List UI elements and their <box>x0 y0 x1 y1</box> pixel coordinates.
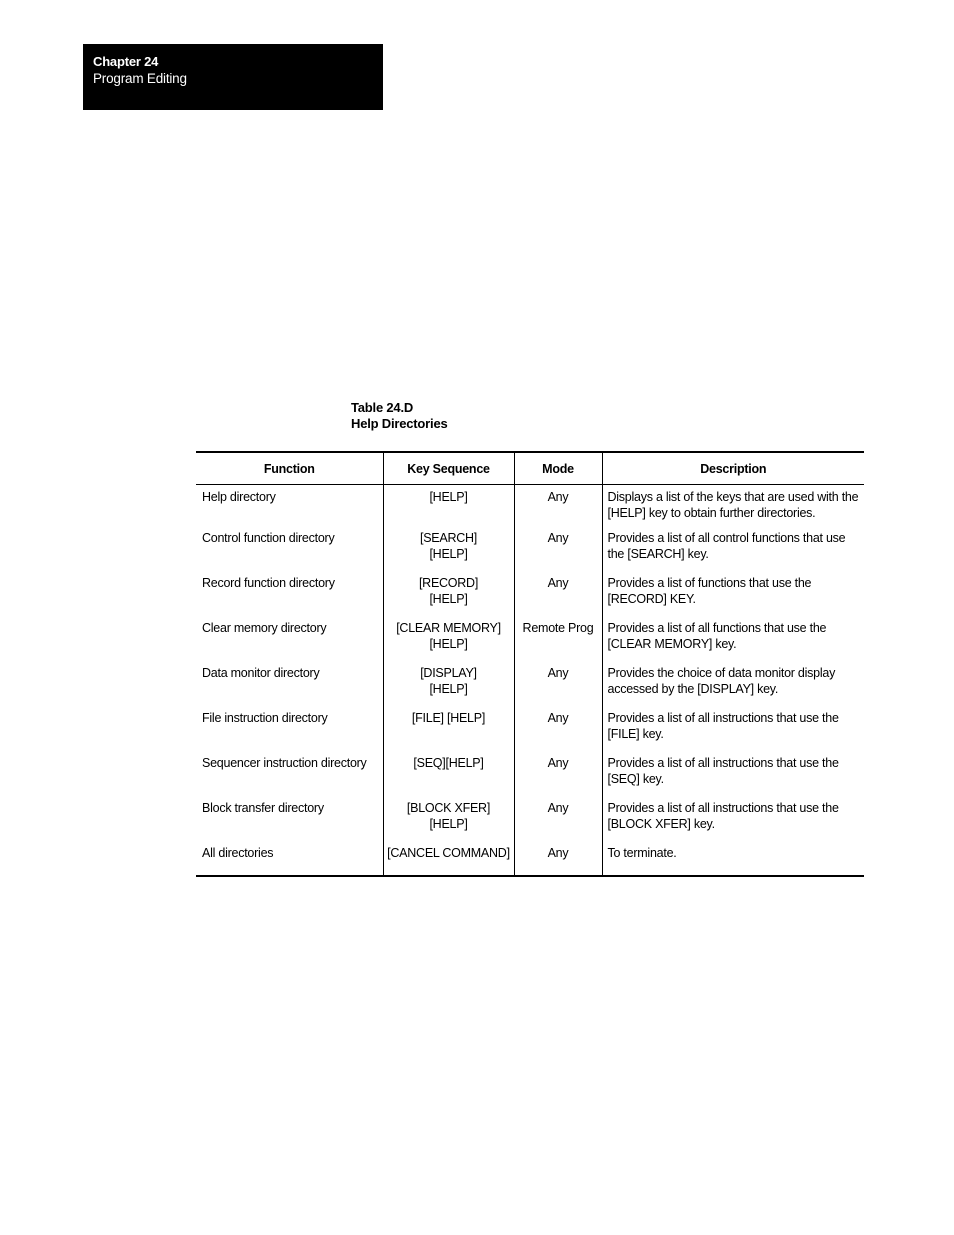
cell-description <box>602 800 864 845</box>
key-line: [RECORD] <box>418 576 479 590</box>
table-row <box>196 485 864 531</box>
key-line: [CLEAR MEMORY] <box>396 621 501 635</box>
cell-function: Help directory <box>196 485 383 531</box>
cell-key-sequence <box>383 800 514 845</box>
chapter-number: Chapter 24 <box>93 54 159 69</box>
cell-function: Record function directory <box>196 575 383 620</box>
column-header-mode: Mode <box>514 452 602 485</box>
cell-key-sequence <box>383 710 514 755</box>
desc-line: Provides a list of functions that use the <box>607 576 812 590</box>
cell-mode: Any <box>514 845 602 876</box>
key-line: [CANCEL COMMAND] <box>387 846 510 860</box>
table-caption <box>351 400 448 432</box>
key-line: [HELP] <box>429 817 468 831</box>
table-row <box>196 575 864 620</box>
cell-key-sequence <box>383 620 514 665</box>
key-line: [SEARCH] <box>419 531 478 545</box>
key-line: [HELP] <box>429 490 468 504</box>
column-header-key-sequence: Key Sequence <box>383 452 514 485</box>
cell-description <box>602 575 864 620</box>
table-row <box>196 755 864 800</box>
table-row <box>196 845 864 876</box>
table-number: Table 24.D <box>351 400 414 415</box>
desc-line: [CLEAR MEMORY] key. <box>607 637 737 651</box>
table-row <box>196 800 864 845</box>
help-directories-table <box>196 451 864 877</box>
desc-line: accessed by the [DISPLAY] key. <box>607 682 779 696</box>
cell-function: All directories <box>196 845 383 876</box>
cell-mode: Any <box>514 755 602 800</box>
cell-key-sequence <box>383 665 514 710</box>
table-title: Help Directories <box>351 416 448 431</box>
cell-function: Control function directory <box>196 530 383 575</box>
column-header-description: Description <box>602 452 864 485</box>
cell-description <box>602 845 864 876</box>
desc-line: Provides the choice of data monitor display <box>607 666 836 680</box>
desc-line: [FILE] key. <box>607 727 664 741</box>
cell-mode: Any <box>514 800 602 845</box>
table-row <box>196 710 864 755</box>
cell-description <box>602 620 864 665</box>
key-line: [FILE] [HELP] <box>411 711 486 725</box>
cell-mode: Any <box>514 575 602 620</box>
key-line: [HELP] <box>429 682 468 696</box>
key-line: [BLOCK XFER] <box>406 801 491 815</box>
cell-key-sequence <box>383 530 514 575</box>
key-line: [DISPLAY] <box>420 666 477 680</box>
table-row <box>196 665 864 710</box>
cell-key-sequence <box>383 575 514 620</box>
desc-line: Provides a list of all instructions that use the <box>607 711 839 725</box>
key-line: [HELP] <box>429 637 468 651</box>
cell-mode: Any <box>514 710 602 755</box>
table-header-row <box>196 452 864 485</box>
desc-line: [HELP] key to obtain further directories. <box>607 506 816 520</box>
cell-description <box>602 755 864 800</box>
desc-line: Provides a list of all control functions that use <box>607 531 846 545</box>
desc-line: the [SEARCH] key. <box>607 547 709 561</box>
cell-description <box>602 665 864 710</box>
desc-line: [SEQ] key. <box>607 772 664 786</box>
cell-key-sequence <box>383 485 514 531</box>
desc-line: Displays a list of the keys that are used with the <box>607 490 859 504</box>
cell-mode: Remote Prog <box>514 620 602 665</box>
desc-line: To terminate. <box>607 846 677 860</box>
column-header-function: Function <box>196 452 383 485</box>
cell-key-sequence <box>383 845 514 876</box>
desc-line: [BLOCK XFER] key. <box>607 817 715 831</box>
desc-line: Provides a list of all instructions that use the <box>607 756 839 770</box>
cell-key-sequence <box>383 755 514 800</box>
desc-line: [RECORD] KEY. <box>607 592 696 606</box>
cell-description <box>602 485 864 531</box>
key-line: [SEQ][HELP] <box>413 756 484 770</box>
table-row <box>196 530 864 575</box>
chapter-header <box>83 44 383 110</box>
table-row <box>196 620 864 665</box>
key-line: [HELP] <box>429 592 468 606</box>
cell-mode: Any <box>514 530 602 575</box>
cell-description <box>602 530 864 575</box>
desc-line: Provides a list of all instructions that use the <box>607 801 839 815</box>
desc-line: Provides a list of all functions that use the <box>607 621 827 635</box>
cell-function: Sequencer instruction directory <box>196 755 383 800</box>
chapter-title: Program Editing <box>93 71 187 86</box>
cell-function: Data monitor directory <box>196 665 383 710</box>
cell-function: Clear memory directory <box>196 620 383 665</box>
cell-description <box>602 710 864 755</box>
key-line: [HELP] <box>429 547 468 561</box>
cell-function: Block transfer directory <box>196 800 383 845</box>
cell-function: File instruction directory <box>196 710 383 755</box>
cell-mode: Any <box>514 665 602 710</box>
cell-mode: Any <box>514 485 602 531</box>
